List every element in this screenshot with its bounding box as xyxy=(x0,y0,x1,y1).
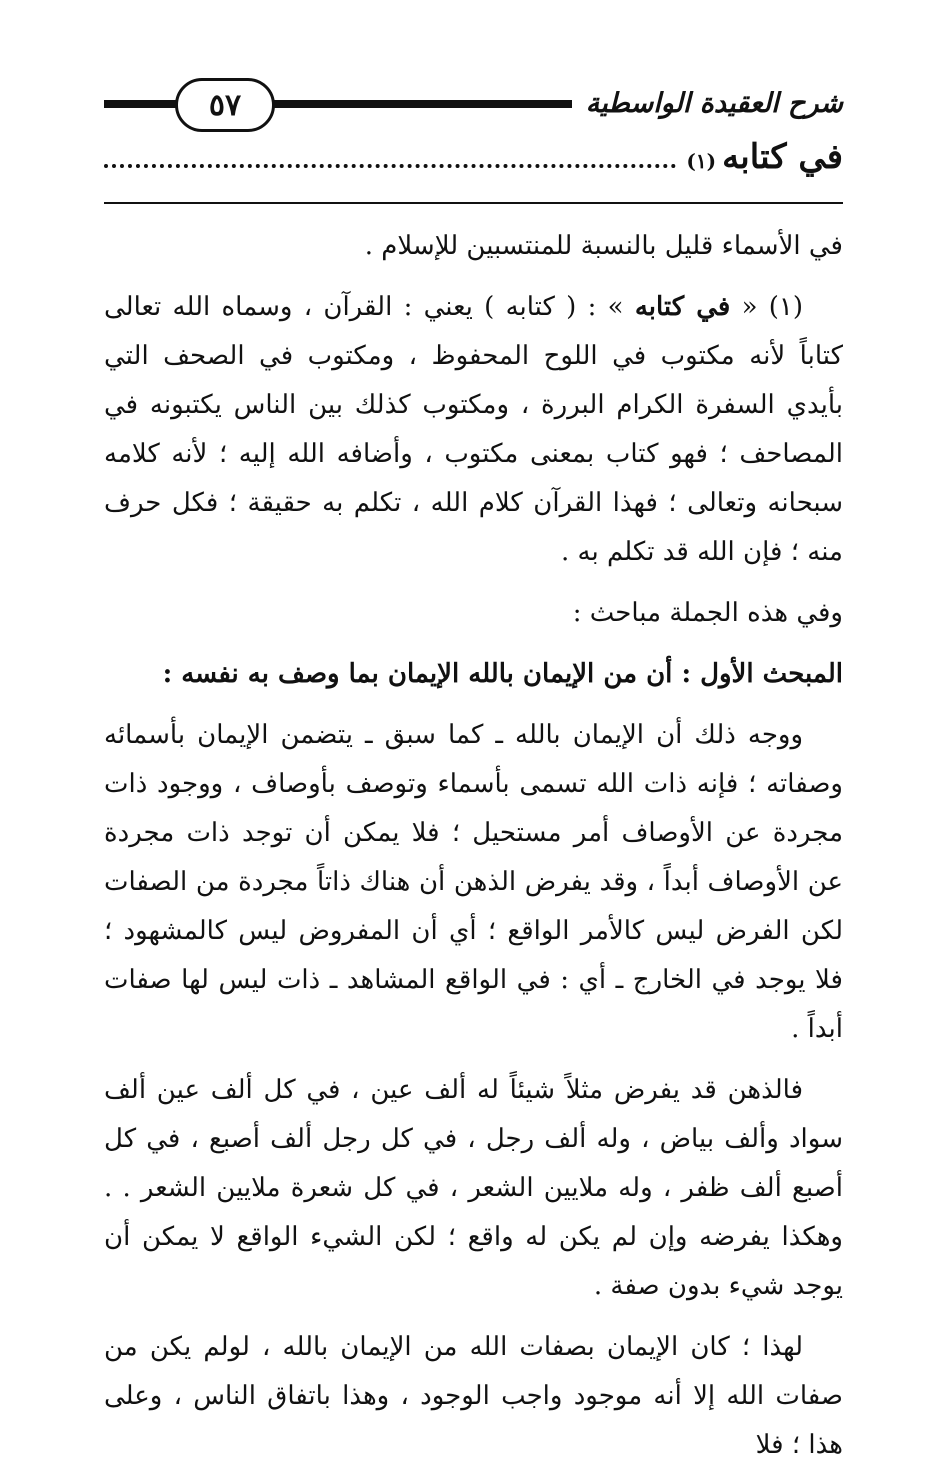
body-text xyxy=(104,222,843,1482)
footnote-prefix: (١) « xyxy=(741,292,804,322)
paragraph: لهذا ؛ كان الإيمان بصفات الله من الإيمان بالله ، لولم يكن من صفات الله إلا أنه موجود واجب الوجود ، وهذا باتفاق الناس ، وعلى هذا ؛ فلا xyxy=(104,1332,843,1460)
verse-line xyxy=(104,136,843,188)
section-heading: المبحث الأول : أن من الإيمان بالله الإيمان بما وصف به نفسه : xyxy=(162,659,843,689)
paragraph: ووجه ذلك أن الإيمان بالله ـ كما سبق ـ يتضمن الإيمان بأسمائه وصفاته ؛ فإنه ذات الله تسمى بأسماء وتوصف بأوصاف ، ووجود ذات مجردة عن الأوصاف أمر مستحيل ؛ فلا يمكن أن توجد ذات مجردة عن الأوصاف أبداً ، وقد يفرض الذهن أن هناك ذاتاً مجردة من الصفات لكن الفرض ليس كالأمر الواقع ؛ أي أن المفروض ليس كالمشهود ؛ فلا يوجد في الخارج ـ أي : في الواقع المشاهد ـ ذات ليس لها صفات أبداً . xyxy=(104,720,843,1044)
running-title: شرح العقيدة الواسطية xyxy=(572,82,843,126)
footnote-body: » : ( كتابه ) يعني : القرآن ، وسماه الله تعالى كتاباً لأنه مكتوب في اللوح المحفوظ ، ومكتوب في الصحف التي بأيدي السفرة الكرام البررة ، ومكتوب كذلك بين الناس يكتبونه في المصاحف ؛ فهو كتاب بمعنى مكتوب ، وأضافه الله إليه ؛ لأنه كلامه سبحانه وتعالى ؛ فهذا القرآن كلام الله ، تكلم به حقيقة ؛ فكل حرف منه ؛ فإن الله قد تكلم به . xyxy=(104,292,843,567)
paragraph: وفي هذه الجملة مباحث : xyxy=(572,598,843,628)
footnote-keyword: في كتابه xyxy=(634,292,731,322)
footnote-mark: (١) xyxy=(686,149,717,173)
footnote-rule xyxy=(104,202,843,204)
paragraph: في الأسماء قليل بالنسبة للمنتسبين للإسلام . xyxy=(364,231,843,261)
footnote-paragraph xyxy=(104,283,843,577)
dotted-leader xyxy=(104,136,676,168)
page-number: ٥٧ xyxy=(175,78,275,132)
paragraph: فالذهن قد يفرض مثلاً شيئاً له ألف عين ، في كل ألف عين ألف سواد وألف بياض ، وله ألف رجل ، في كل رجل ألف أصبع ، في كل أصبع ألف ظفر ، وله ملايين الشعر ، في كل شعرة ملايين الشعر . . وهكذا يفرضه وإن لم يكن له واقع ؛ لكن الشيء الواقع لا يمكن أن يوجد شيء بدون صفة . xyxy=(104,1075,843,1301)
verse-text: في كتابه xyxy=(722,137,843,177)
